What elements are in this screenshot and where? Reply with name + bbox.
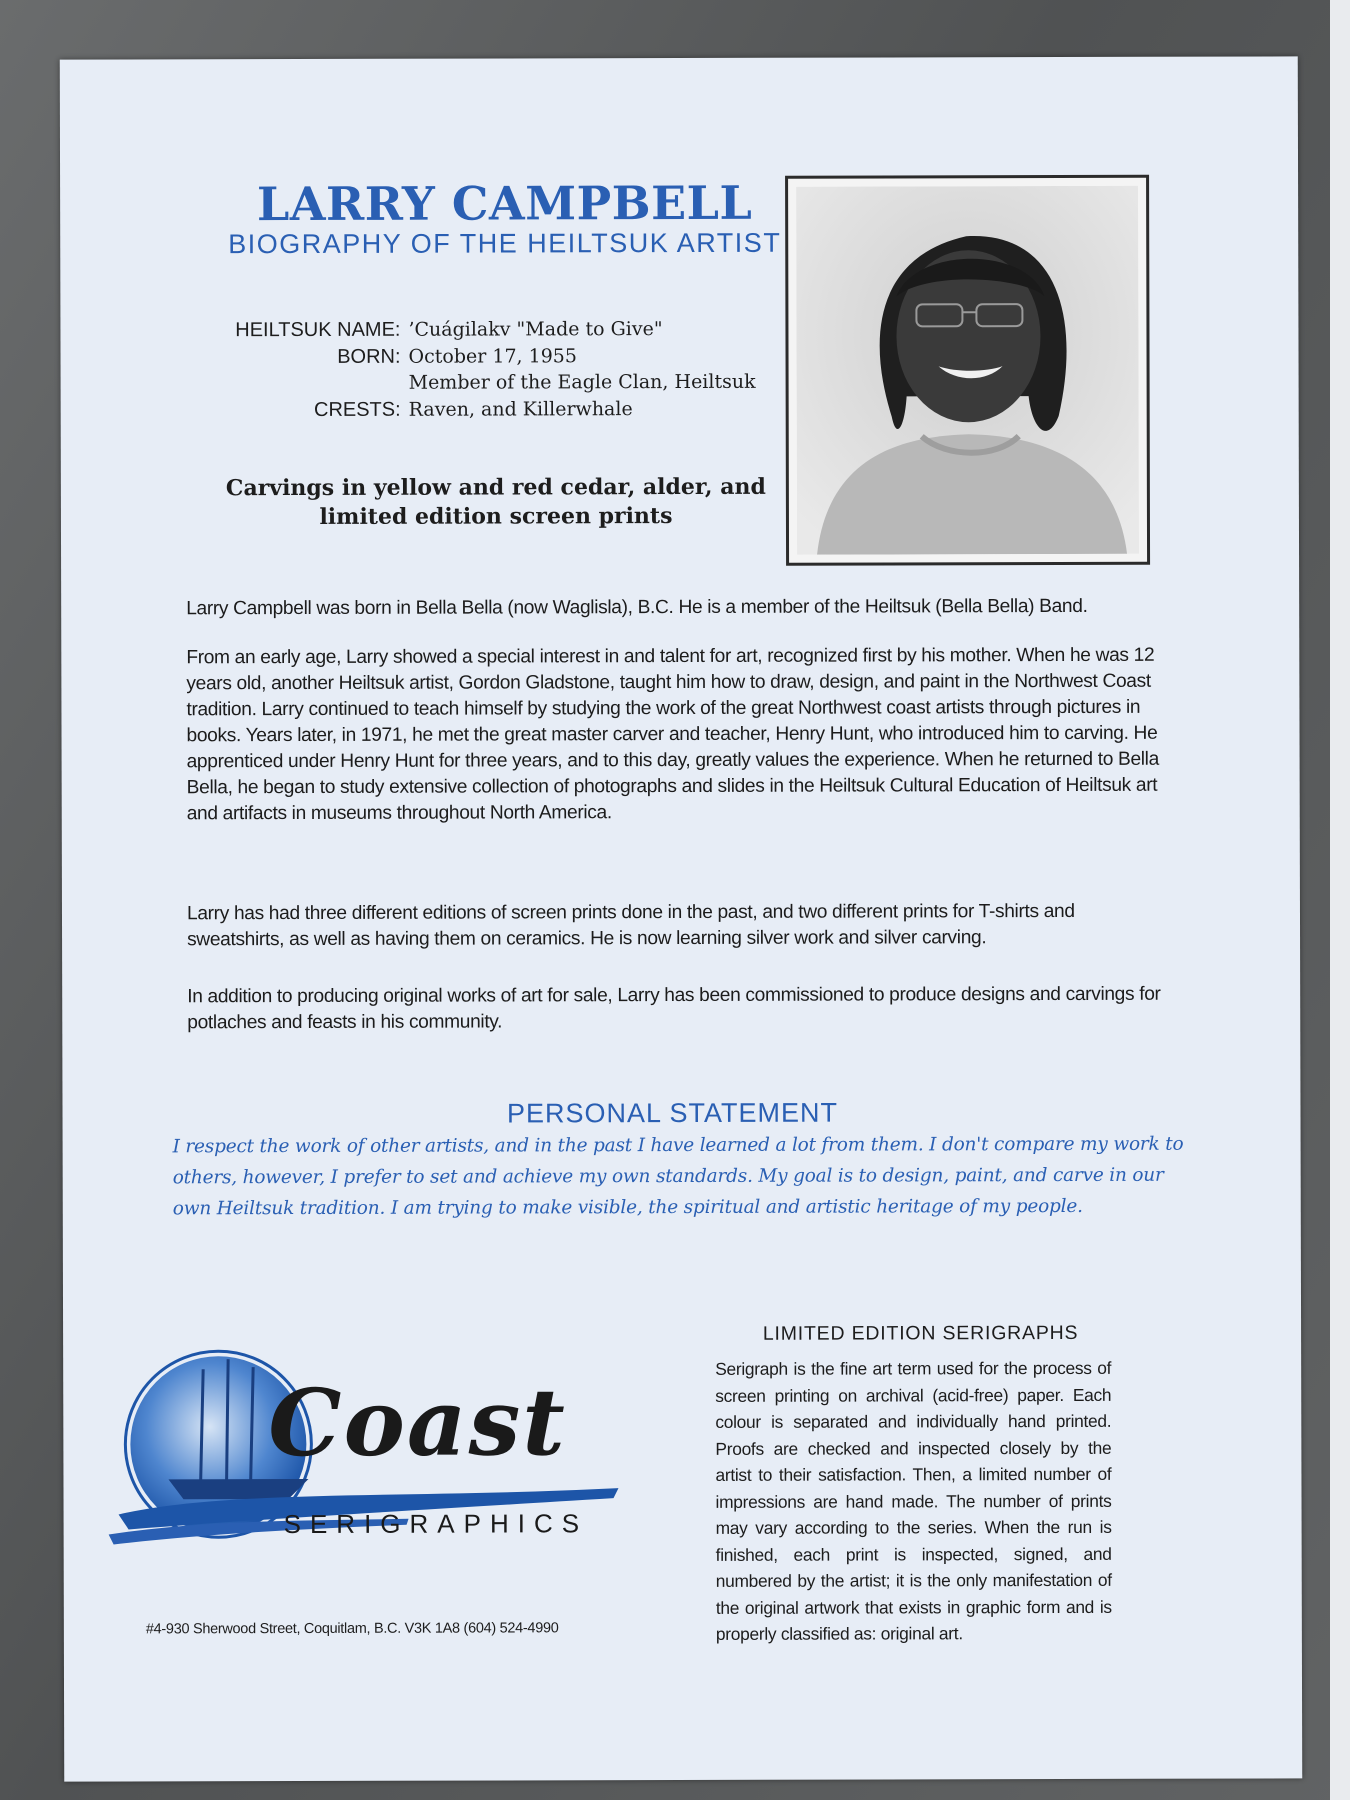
bio-paragraph-1: Larry Campbell was born in Bella Bella (now Waglisla), B.C. He is a member of the Heiltsuk (Bella Bella) Band. xyxy=(186,595,1088,620)
carvings-description xyxy=(211,473,781,532)
portrait-photo-icon xyxy=(796,186,1139,555)
serigraphs-text: Serigraph is the fine art term used for the process of screen printing on archival (acid-free) paper. Each colour is separated and individually hand printed. Proofs are checked and inspected closely by the artist to their satisfaction. Then, a limited number of impressions are hand made. The number of prints may vary according to the series. When the run is finished, each print is inspected, signed, and numbered by the artist; it is the only manifestation of the original artwork that exists in graphic form and is properly classified as: original art. xyxy=(715,1357,1112,1644)
biography-sheet xyxy=(60,56,1303,1781)
company-address: #4-930 Sherwood Street, Coquitlam, B.C. V3K 1A8 (604) 524-4990 xyxy=(145,1620,559,1638)
personal-statement-heading: PERSONAL STATEMENT xyxy=(506,1097,839,1129)
personal-statement-text: I respect the work of other artists, and in the past I have learned a lot from them. I don't compare my work to others, however, I prefer to set and achieve my own standards. My goal is to design, paint, and carve in our own Heiltsuk tradition. I am trying to make visible, the spiritual and artistic heritage of my people. xyxy=(172,1133,1184,1220)
carvings-line-1: Carvings in yellow and red cedar, alder, and xyxy=(225,473,766,502)
bio-paragraph-3: Larry has had three different editions of screen prints done in the past, and two different prints for T-shirts and sweatshirts, as well as having them on ceramics. He is now learning silver work and silver carving. xyxy=(186,900,1075,951)
page-title: LARRY CAMPBELL xyxy=(256,175,753,232)
page-subtitle: BIOGRAPHY OF THE HEILTSUK ARTIST xyxy=(228,227,782,260)
heiltsuk-name-value: ’Cuágilakv "Made to Give" xyxy=(408,318,663,341)
crests-value: Raven, and Killerwhale xyxy=(408,398,633,421)
adjacent-paper-edge xyxy=(1330,0,1350,1800)
serigraphs-heading: LIMITED EDITION SERIGRAPHS xyxy=(762,1321,1079,1345)
born-label: BORN: xyxy=(337,345,401,368)
logo-wordmark: Coast xyxy=(268,1368,567,1478)
heiltsuk-name-label: HEILTSUK NAME: xyxy=(235,318,401,342)
crests-label: CRESTS: xyxy=(313,398,401,421)
bio-paragraph-4: In addition to producing original works of art for sale, Larry has been commissioned to produce designs and carvings for potlaches and feasts in his community. xyxy=(187,983,1161,1034)
carvings-line-2: limited edition screen prints xyxy=(319,503,673,530)
born-value: October 17, 1955 xyxy=(408,345,577,368)
artist-portrait xyxy=(785,175,1150,566)
bio-paragraph-2: From an early age, Larry showed a special interest in and talent for art, recognized first by his mother. When he was 12 years old, another Heiltsuk artist, Gordon Gladstone, taught him how to draw, design, and paint in the Northwest Coast tradition. Larry continued to teach himself by studying the work of the great Northwest coast artists through pictures in books. Years later, in 1971, he met the great master carver and teacher, Henry Hunt, who introduced him to carving. He apprenticed under Henry Hunt for three years, and to this day, greatly values the experience. When he returned to Bella Bella, he began to study extensive collection of photographs and slides in the Heiltsuk Cultural Education of Heiltsuk art and artifacts in museums throughout North America. xyxy=(186,644,1159,825)
logo-subtitle: SERIGRAPHICS xyxy=(283,1508,589,1540)
clan-value: Member of the Eagle Clan, Heiltsuk xyxy=(408,370,756,394)
